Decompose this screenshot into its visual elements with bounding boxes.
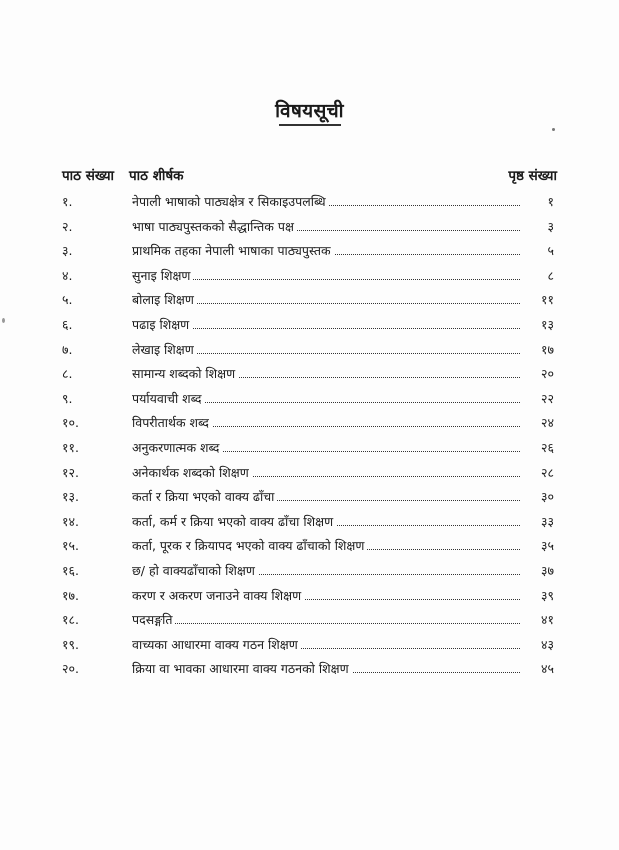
page-number: ४५: [540, 661, 554, 676]
lesson-number: १०.: [62, 415, 79, 430]
lesson-title-cell: [132, 365, 520, 382]
page-number: ३७: [540, 563, 554, 578]
toc-row: [62, 390, 554, 408]
page-number: ३९: [540, 588, 554, 603]
page-number: १७: [540, 342, 554, 357]
lesson-number: १८.: [62, 612, 79, 627]
toc-row: [62, 193, 554, 211]
lesson-title: पर्यायवाची शब्द: [132, 391, 204, 406]
toc-row: [62, 365, 554, 383]
lesson-title-cell: [132, 316, 520, 333]
dot-leader: [132, 623, 520, 624]
toc-row: [62, 291, 554, 309]
toc-row: [62, 464, 554, 482]
lesson-number: १.: [62, 194, 73, 209]
lesson-title-cell: [132, 291, 520, 308]
lesson-number: ११.: [62, 440, 79, 455]
lesson-number: १९.: [62, 637, 79, 652]
lesson-number: १७.: [62, 588, 79, 603]
toc-row: [62, 341, 554, 359]
page-number: ४१: [540, 612, 554, 627]
page-title: विषयसूची: [275, 100, 344, 122]
toc-row: [62, 439, 554, 457]
page-number: २०: [540, 366, 554, 381]
lesson-number: २०.: [62, 661, 79, 676]
lesson-title: विपरीतार्थक शब्द: [132, 415, 212, 430]
lesson-title-cell: [132, 218, 520, 235]
lesson-title: करण र अकरण जनाउने वाक्य शिक्षण: [132, 588, 304, 603]
lesson-title: भाषा पाठ्यपुस्तकको सैद्धान्तिक पक्ष: [132, 219, 297, 234]
lesson-title-cell: [132, 587, 520, 604]
page-number: २२: [540, 391, 554, 406]
header-lesson-number: पाठ संख्या: [62, 168, 115, 184]
page-number: ३३: [540, 514, 554, 529]
lesson-title-cell: [132, 488, 520, 505]
toc-row: [62, 316, 554, 334]
toc-row: [62, 513, 554, 531]
lesson-number: ७.: [62, 342, 73, 357]
lesson-number: २.: [62, 219, 73, 234]
page-number: ३५: [540, 538, 554, 553]
lesson-title: छ/ हो वाक्यढाँचाको शिक्षण: [132, 563, 258, 578]
page-number: १: [547, 194, 554, 209]
lesson-title: सुनाइ शिक्षण: [132, 268, 193, 283]
lesson-title: पढाइ शिक्षण: [132, 317, 192, 332]
toc-row: [62, 636, 554, 654]
lesson-title-cell: [132, 193, 520, 210]
lesson-number: १४.: [62, 514, 79, 529]
lesson-title-cell: [132, 464, 520, 481]
toc-row: [62, 537, 554, 555]
scan-speck: [2, 318, 5, 323]
lesson-title: अनेकार्थक शब्दको शिक्षण: [132, 465, 252, 480]
lesson-title-cell: [132, 513, 520, 530]
lesson-title: कर्ता र क्रिया भएको वाक्य ढाँचा: [132, 489, 277, 504]
lesson-title: नेपाली भाषाको पाठ्यक्षेत्र र सिकाइउपलब्धि: [132, 194, 329, 209]
page-number: १३: [540, 317, 554, 332]
lesson-title-cell: [132, 242, 520, 259]
page-number: ३: [547, 219, 554, 234]
lesson-title: क्रिया वा भावका आधारमा वाक्य गठनको शिक्षण: [132, 661, 352, 676]
page-number: ११: [540, 292, 554, 307]
lesson-title-cell: [132, 390, 520, 407]
lesson-title-cell: [132, 439, 520, 456]
toc-row: [62, 242, 554, 260]
toc-row: [62, 218, 554, 236]
lesson-number: ९.: [62, 391, 73, 406]
lesson-title-cell: [132, 341, 520, 358]
lesson-title: प्राथमिक तहका नेपाली भाषाका पाठ्यपुस्तक: [132, 243, 334, 258]
toc-row: [62, 587, 554, 605]
lesson-number: ३.: [62, 243, 73, 258]
lesson-title: पदसङ्गति: [132, 612, 175, 627]
lesson-title: सामान्य शब्दको शिक्षण: [132, 366, 238, 381]
lesson-title-cell: [132, 562, 520, 579]
lesson-number: १२.: [62, 465, 79, 480]
page-number: ३०: [540, 489, 554, 504]
lesson-number: ६.: [62, 317, 73, 332]
toc-row: [62, 267, 554, 285]
lesson-number: ८.: [62, 366, 73, 381]
page-number: २४: [540, 415, 554, 430]
toc-row: [62, 414, 554, 432]
lesson-number: ५.: [62, 292, 73, 307]
toc-row: [62, 562, 554, 580]
lesson-title-cell: [132, 267, 520, 284]
lesson-number: १३.: [62, 489, 79, 504]
lesson-title: अनुकरणात्मक शब्द: [132, 440, 222, 455]
lesson-title-cell: [132, 660, 520, 677]
page-number: ५: [547, 243, 554, 258]
header-lesson-title: पाठ शीर्षक: [129, 168, 184, 184]
toc-row: [62, 660, 554, 678]
lesson-title: बोलाइ शिक्षण: [132, 292, 197, 307]
page-number: २८: [540, 465, 554, 480]
lesson-number: ४.: [62, 268, 73, 283]
page-number: २६: [540, 440, 554, 455]
toc-row: [62, 488, 554, 506]
title-underline: [279, 124, 341, 126]
lesson-title-cell: [132, 414, 520, 431]
lesson-title: वाच्यका आधारमा वाक्य गठन शिक्षण: [132, 637, 301, 652]
header-page-number: पृष्ठ संख्या: [508, 168, 557, 184]
lesson-title: लेखाइ शिक्षण: [132, 342, 197, 357]
lesson-title-cell: [132, 537, 520, 554]
page-number: ८: [547, 268, 554, 283]
toc-row: [62, 611, 554, 629]
lesson-title: कर्ता, पूरक र क्रियापद भएको वाक्य ढाँचाको शिक्षण: [132, 538, 367, 553]
lesson-title-cell: [132, 611, 520, 628]
lesson-number: १६.: [62, 563, 79, 578]
lesson-title: कर्ता, कर्म र क्रिया भएको वाक्य ढाँचा शिक्षण: [132, 514, 336, 529]
lesson-number: १५.: [62, 538, 79, 553]
lesson-title-cell: [132, 636, 520, 653]
scan-speck: [552, 128, 555, 131]
page-number: ४३: [540, 637, 554, 652]
